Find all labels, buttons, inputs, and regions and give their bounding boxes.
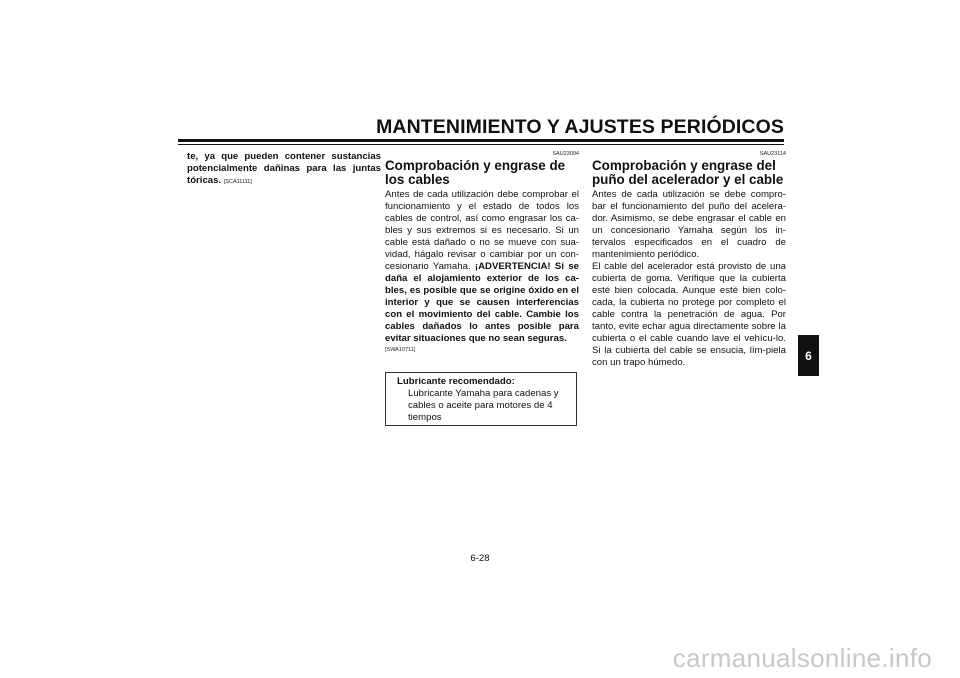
lubricant-box-text: Lubricante Yamaha para cadenas y cables o aceite para motores de 4 tiempos [408,388,559,423]
column-2 [385,151,579,354]
lubricant-box-title: Lubricante recomendado: [397,376,515,387]
throttle-paragraph-1: Antes de cada utilización se debe compro-bar el funcionamiento del puño del acelera-dor. Asimismo, se debe engrasar el cable en un concesionario Yamaha según los in-tervalos especificados en el cuadro de mantenimiento periódico. [592,189,786,260]
warning-code: [SWA10711] [385,347,416,353]
column-1-caution-text: te, ya que pueden contener sustancias potencialmente dañinas para las juntas tóricas. [187,151,381,186]
column-1 [187,151,381,187]
chapter-side-tab: 6 [798,335,819,376]
cables-warning-text: ¡ADVERTENCIA! Si se daña el alojamiento exterior de los ca-bles, es posible que se origine óxido en el interior y que se causen interferencias con el movimiento del cable. Cambie los cables dañados lo antes posible para evitar situaciones que no sean seguras. [385,261,580,344]
column-3 [592,151,786,369]
section-body-cables [385,189,579,345]
column-1-text [187,151,381,187]
section-title-cables: Comprobación y engrase de los cables [385,158,566,187]
lubricant-box [385,372,577,426]
section-title-throttle: Comprobación y engrase del puño del acelerador y el cable [592,158,784,187]
throttle-paragraph-2: El cable del acelerador está provisto de una cubierta de goma. Verifique que la cubierta esté bien colocada. Aunque esté bien colo-cada, la cubierta no protege por completo el cable contra la penetración de agua. Por tanto, evite echar agua directamente sobre la cubierta o el cable cuando lave el vehícu-lo. Si la cubierta del cable se ensucia, lím-piela con un trapo húmedo. [592,261,786,368]
cables-body-text: Antes de cada utilización debe comprobar el funcionamiento y el estado de todos los cables de control, así como engrasar los ca-bles y sus extremos si es necesario. Si un cable está dañado o no se mueve con sua-vidad, hágalo revisar o cambiar por un con-cesionario Yamaha. [385,189,579,272]
watermark: carmanualsonline.info [672,643,932,673]
page-number: 6-28 [470,553,490,564]
section-code-throttle: SAU23114 [759,151,786,157]
caution-code: [SCA11111] [223,179,252,185]
header-rule-thick [178,139,784,142]
header-rule-thin [178,144,784,145]
section-code-cables: SAU23094 [552,151,579,157]
page-header-title: MANTENIMIENTO Y AJUSTES PERIÓDICOS [376,116,784,138]
